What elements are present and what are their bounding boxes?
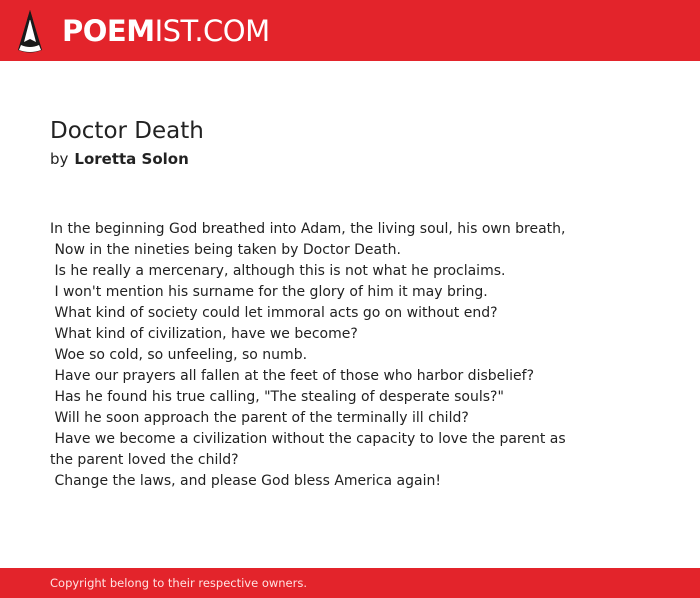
poem-line: Has he found his true calling, "The stealing of desperate souls?"	[50, 389, 504, 405]
logo-bold-text: POEM	[62, 14, 155, 48]
byline	[50, 149, 189, 169]
poem-line: Will he soon approach the parent of the terminally ill child?	[50, 410, 469, 426]
copyright-text: Copyright belong to their respective owners.	[50, 576, 308, 590]
poem-line: Have we become a civilization without the capacity to love the parent as	[50, 431, 566, 447]
logo-light-text: IST.COM	[154, 14, 270, 48]
author-name[interactable]: Loretta Solon	[74, 150, 189, 168]
poem-line: Have our prayers all fallen at the feet of those who harbor disbelief?	[50, 368, 534, 384]
site-logo[interactable]	[62, 13, 270, 49]
pencil-icon[interactable]	[17, 9, 43, 53]
poem-line: the parent loved the child?	[50, 452, 239, 468]
poem-body	[50, 219, 610, 492]
poem-line: Woe so cold, so unfeeling, so numb.	[50, 347, 308, 363]
poem-line: I won't mention his surname for the glory of him it may bring.	[50, 284, 488, 300]
poem-line: What kind of society could let immoral acts go on without end?	[50, 305, 498, 321]
by-label: by	[50, 150, 69, 168]
site-header	[0, 0, 700, 61]
site-footer	[0, 568, 700, 598]
poem-line: Change the laws, and please God bless America again!	[50, 473, 441, 489]
poem-line: What kind of civilization, have we become?	[50, 326, 358, 342]
poem-line: Now in the nineties being taken by Doctor Death.	[50, 242, 401, 258]
poem-title: Doctor Death	[50, 118, 204, 144]
poem-line: In the beginning God breathed into Adam, the living soul, his own breath,	[50, 221, 566, 237]
poem-line: Is he really a mercenary, although this is not what he proclaims.	[50, 263, 506, 279]
